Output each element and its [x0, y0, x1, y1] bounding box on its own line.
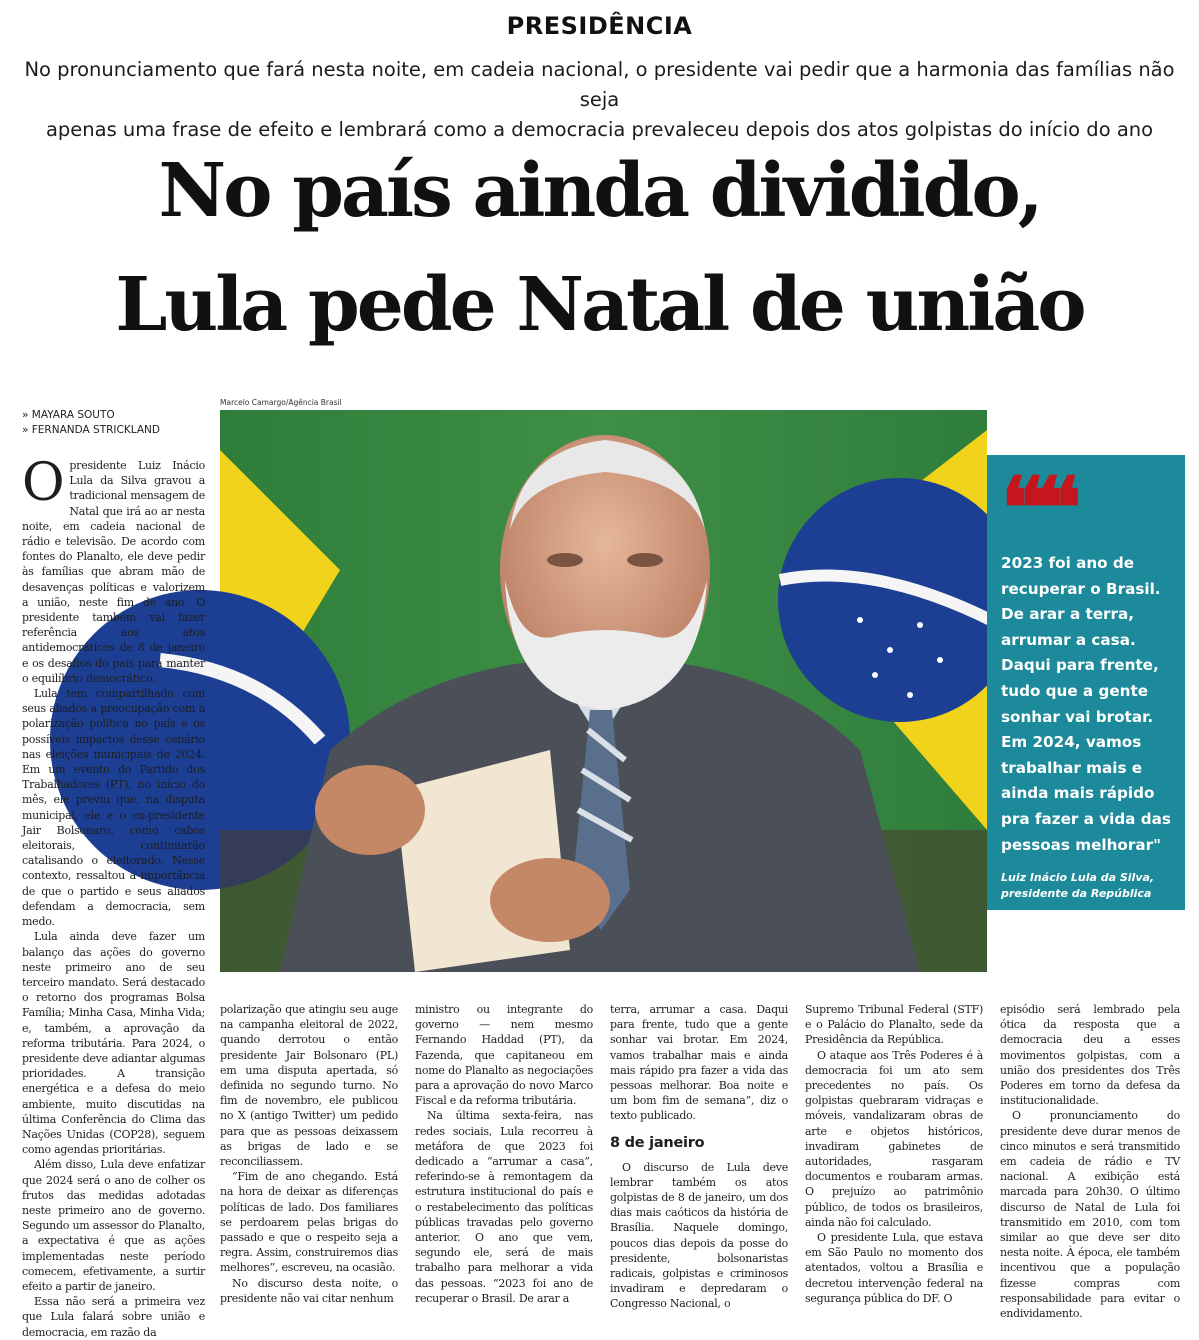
article-column [415, 1002, 593, 1305]
paragraph: Essa não será a primeira vez que Lula falará sobre união e democracia, em razão da [22, 1295, 205, 1339]
paragraph: ministro ou integrante do governo — nem mesmo Fernando Haddad (PT), da Fazenda, que capitaneou em nome do Planalto as negociações para a aprovação do novo Marco Fiscal e da reforma tributária. [415, 1003, 593, 1108]
paragraph: O pronunciamento do presidente deve durar menos de cinco minutos e será transmitido em cadeia de rádio e TV nacional. A exibição está marcada para 20h30. O último discurso de Natal de Lula foi transmitido em 2010, com tom similar ao que deve ser dito nesta noite. À época, ele também incentivou que a população fizesse compras com responsabilidade para evitar o endividamento. [1000, 1109, 1180, 1321]
article-column [22, 453, 205, 1339]
article-column [805, 1002, 983, 1305]
paragraph: Na última sexta-feira, nas redes sociais, Lula recorreu à metáfora de que 2023 foi dedicado a “arrumar a casa”, referindo-se à remontagem da estrutura institucional do país e o restabelecimento das políticas públicas travadas pelo governo anterior. O ano que vem, segundo ele, será de mais trabalho para melhorar a vida das pessoas. “2023 foi ano de recuperar o Brasil. De arar a [415, 1109, 593, 1305]
drop-cap: O [22, 453, 65, 513]
paragraph: Além disso, Lula deve enfatizar que 2024 será o ano de colher os frutos das medidas adotadas neste primeiro ano de governo. Segundo um assessor do Planalto, a expectativa é que as ações implementadas neste período comecem, efetivamente, a surtir efeito a partir de janeiro. [22, 1158, 205, 1293]
byline: » FERNANDA STRICKLAND [22, 424, 160, 436]
pull-quote [987, 455, 1185, 910]
paragraph: presidente Luiz Inácio Lula da Silva gravou a tradicional mensagem de Natal que irá ao ar nesta noite, em cadeia nacional de rádio e televisão. De acordo com fontes do Planalto, ele deve pedir às famílias que abram mão de desavenças políticas e valorizem a união, neste fim de ano. O presidente também vai fazer referência aos atos antidemocráticos de 8 de janeiro e os desafios do país para manter o equilíbrio democrático. [22, 459, 205, 685]
headline-line: Lula pede Natal de união [115, 262, 1084, 348]
article-headline [0, 134, 1199, 362]
paragraph: O presidente Lula, que estava em São Paulo no momento dos atentados, voltou a Brasília e decretou intervenção federal na segurança pública do DF. O [805, 1231, 983, 1305]
paragraph: O ataque aos Três Poderes é à democracia foi um ato sem precedentes no país. Os golpistas quebraram vidraças e móveis, vandalizaram obras de arte e objetos históricos, invadiram gabinetes de autoridades, rasgaram documentos e roubaram armas. O prejuízo ao patrimônio público, de todos os brasileiros, ainda não foi calculado. [805, 1048, 983, 1229]
paragraph: Lula tem compartilhado com seus aliados a preocupação com a polarização política no país e os possíveis impactos desse cenário nas eleições municipais de 2024. Em um evento do Partido dos Trabalhadores (PT), no início do mês, ele previu que, na disputa municipal, ele e o ex-presidente Jair Bolsonaro, como cabos eleitorais, continuarão catalisando o eleitorado. Nesse contexto, ressaltou a importância de que o partido e seus aliados defendam a democracia, sem medo. [22, 687, 205, 929]
quote-text: 2023 foi ano de recuperar o Brasil. De arar a terra, arrumar a casa. Daqui para frente, tudo que a gente sonhar vai brotar. Em 2024, vamos trabalhar mais e ainda mais rápido pra fazer a vida das pessoas melhorar" [1001, 554, 1171, 854]
paragraph: No discurso desta noite, o presidente não vai citar nenhum [220, 1276, 398, 1305]
paragraph: polarização que atingiu seu auge na campanha eleitoral de 2022, quando derrotou o então presidente Jair Bolsonaro (PL) em uma disputa apertada, só definida no segundo turno. No fim de novembro, ele publicou no X (antigo Twitter) um pedido para que as pessoas deixassem as brigas de lado e se reconciliassem. [220, 1003, 398, 1169]
paragraph: terra, arrumar a casa. Daqui para frente, tudo que a gente sonhar vai brotar. Em 2024, vamos trabalhar mais e ainda mais rápido pra fazer a vida das pessoas melhorar. Boa noite e um bom fim de semana”, diz o texto publicado. [610, 1003, 788, 1123]
paragraph: “Fim de ano chegando. Está na hora de deixar as diferenças políticas de lado. Dos familiares se perdoarem pelas brigas do passado e que o respeito seja a regra. Assim, construiremos dias melhores”, escreveu, na ocasião. [220, 1170, 398, 1275]
quote-attribution [1001, 870, 1173, 902]
article-dek [20, 55, 1179, 145]
dek-line: apenas uma frase de efeito e lembrará como a democracia prevaleceu depois dos atos golpistas do início do ano [45, 118, 1154, 141]
paragraph: episódio será lembrado pela ótica da resposta que a democracia deu a esses movimentos golpistas, com a união dos presidentes dos Três Poderes em torno da defesa da institucionalidade. [1000, 1003, 1180, 1108]
subheading: 8 de janeiro [610, 1134, 705, 1151]
headline-line: No país ainda dividido, [158, 148, 1041, 234]
quote-mark-icon: ❝❝ [1001, 458, 1072, 557]
article-column [1000, 1002, 1180, 1321]
article-column [610, 1002, 788, 1311]
paragraph: Supremo Tribunal Federal (STF) e o Palácio do Planalto, sede da Presidência da República. [805, 1003, 983, 1047]
section-tag: PRESIDÊNCIA [506, 12, 693, 40]
quote-author-role: presidente da República [1001, 887, 1152, 901]
article-column [220, 1002, 398, 1305]
paragraph: Lula ainda deve fazer um balanço das ações do governo neste primeiro ano de seu terceiro mandato. Será destacado o retorno dos programas Bolsa Família; Minha Casa, Minha Vida; e, também, a aprovação da reforma tributária. Para 2024, o presidente deve adiantar algumas prioridades. A transição energética e a defesa do meio ambiente, muito discutidas na última Conferência do Clima das Nações Unidas (COP28), seguem como agendas prioritárias. [22, 930, 205, 1157]
article-photo [220, 410, 987, 972]
bylines [22, 408, 160, 438]
paragraph: O discurso de Lula deve lembrar também os atos golpistas de 8 de janeiro, um dos dias mais caóticos da história de Brasília. Naquele domingo, poucos dias depois da posse do presidente, bolsonaristas radicais, golpistas e criminosos invadiram e depredaram o Congresso Nacional, o [610, 1160, 788, 1311]
dek-line: No pronunciamento que fará nesta noite, em cadeia nacional, o presidente vai pedir que a harmonia das famílias não seja [24, 58, 1175, 111]
quote-author: Luiz Inácio Lula da Silva, [1001, 871, 1155, 885]
photo-credit: Marcelo Camargo/Agência Brasil [220, 398, 342, 407]
byline: » MAYARA SOUTO [22, 409, 115, 421]
president-portrait-icon [220, 410, 987, 972]
